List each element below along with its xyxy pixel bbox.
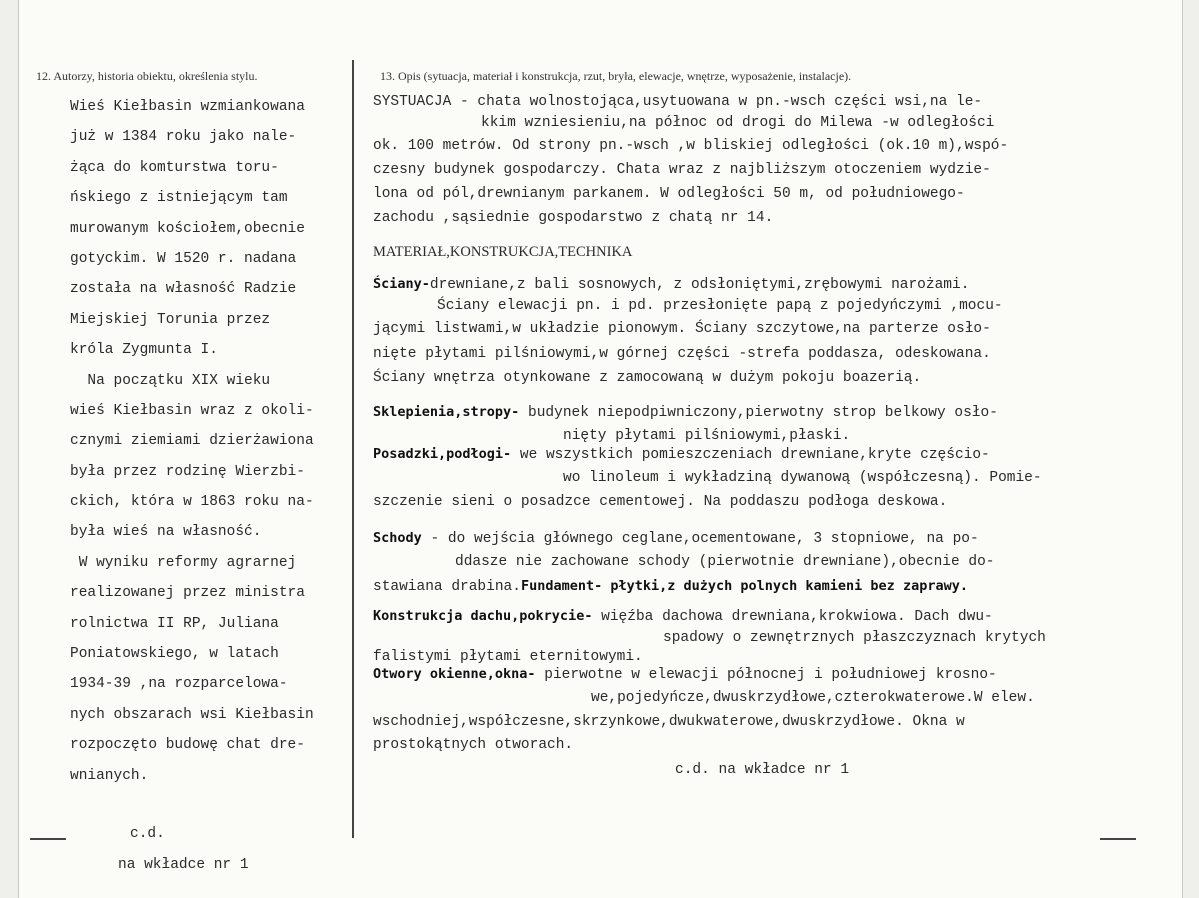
history-line: króla Zygmunta I.: [70, 342, 218, 359]
left-cd: c.d.: [130, 826, 165, 842]
roof-line-2: spadowy o zewnętrznych płaszczyznach krytych: [663, 630, 1046, 646]
left-margin-tick: [30, 838, 66, 840]
walls-line-3: jącymi listwami,w układzie pionowym. Ściany szczytowe,na parterze osło-: [373, 321, 991, 337]
situation-line-2: kkim wzniesieniu,na północ od drogi do Milewa -w odległości: [481, 115, 995, 131]
situation-heading: SYSTUACJA: [373, 94, 452, 110]
situation-line-4: czesny budynek gospodarczy. Chata wraz z najbliższym otoczeniem wydzie-: [373, 162, 991, 178]
stairs-line-1: Schody - do wejścia głównego ceglane,ocementowane, 3 stopniowe, na po-: [373, 530, 979, 547]
walls-heading: Ściany-: [373, 276, 430, 292]
situation-line-1: SYSTUACJA - chata wolnostojąca,usytuowana w pn.-wsch części wsi,na le-: [373, 94, 983, 110]
stairs-line-3: stawiana drabina.Fundament- płytki,z dużych polnych kamieni bez zaprawy.: [373, 578, 968, 595]
windows-line-2: we,pojedyńcze,dwuskrzydłowe,czterokwaterowe.W elew.: [591, 690, 1035, 706]
history-line: gotyckim. W 1520 r. nadana: [70, 250, 297, 267]
windows-line-1: Otwory okienne,okna- pierwotne w elewacji północnej i południowej krosno-: [373, 666, 997, 683]
stairs-line-2: ddasze nie zachowane schody (pierwotnie drewniane),obecnie do-: [455, 554, 995, 570]
history-line: nych obszarach wsi Kiełbasin: [70, 706, 314, 723]
history-line: realizowanej przez ministra: [70, 585, 305, 602]
right-continuation: c.d. na wkładce nr 1: [675, 762, 850, 778]
roof-line-1: Konstrukcja dachu,pokrycie- więźba dachowa drewniana,krokwiowa. Dach dwu-: [373, 608, 993, 625]
history-line: wnianych.: [70, 767, 149, 784]
floors-line-3: szczenie sieni o posadzce cementowej. Na poddaszu podłoga deskowa.: [373, 494, 948, 510]
section-12-header: 12. Autorzy, historia obiektu, określenia stylu.: [36, 69, 258, 83]
roof-line-3: falistymi płytami eternitowymi.: [373, 649, 643, 665]
history-line: cznymi ziemiami dzierżawiona: [70, 433, 314, 450]
history-line: rozpoczęto budowę chat dre-: [70, 737, 305, 754]
section-13-header: 13. Opis (sytuacja, materiał i konstrukcja, rzut, bryła, elewacje, wnętrze, wyposażenie, instalacje).: [380, 69, 852, 83]
column-divider: [352, 60, 354, 838]
history-line: ckich, która w 1863 roku na-: [70, 494, 314, 511]
foundation-text: Fundament- płytki,z dużych polnych kamieni bez zaprawy.: [520, 578, 968, 594]
windows-line-4: prostokątnych otworach.: [373, 737, 574, 753]
history-line: wieś Kiełbasin wraz z okoli-: [70, 402, 314, 419]
roof-heading: Konstrukcja dachu,pokrycie-: [373, 608, 593, 624]
history-line: została na własność Radzie: [70, 281, 297, 298]
left-continuation: na wkładce nr 1: [118, 857, 249, 873]
material-heading: MATERIAŁ,KONSTRUKCJA,TECHNIKA: [373, 244, 633, 260]
walls-line-1: Ściany-drewniane,z bali sosnowych, z odsłoniętymi,zrębowymi narożami.: [373, 276, 970, 293]
windows-heading: Otwory okienne,okna-: [373, 666, 536, 682]
history-line: Miejskiej Torunia przez: [70, 311, 271, 328]
floors-heading: Posadzki,podłogi-: [373, 446, 512, 462]
history-line: Wieś Kiełbasin wzmiankowana: [70, 99, 305, 115]
history-line: była przez rodzinę Wierzbi-: [70, 463, 305, 480]
situation-line-5: lona od pól,drewnianym parkanem. W odległości 50 m, od południowego-: [373, 186, 965, 202]
ceilings-heading: Sklepienia,stropy-: [373, 404, 520, 420]
stairs-heading: Schody: [373, 530, 422, 546]
history-line: ńskiego z istniejącym tam: [70, 190, 288, 207]
history-line: 1934-39 ,na rozparcelowa-: [70, 676, 288, 693]
right-margin-tick: [1100, 838, 1136, 840]
walls-line-4: nięte płytami pilśniowymi,w górnej części -strefa poddasza, odeskowana.: [373, 346, 991, 362]
situation-line-3: ok. 100 metrów. Od strony pn.-wsch ,w bliskiej odległości (ok.10 m),wspó-: [373, 138, 1009, 154]
history-line: rolnictwa II RP, Juliana: [70, 615, 279, 632]
history-line: żąca do komturstwa toru-: [70, 159, 279, 176]
walls-line-5: Ściany wnętrza otynkowane z zamocowaną w dużym pokoju boazerią.: [373, 370, 922, 386]
history-line: była wieś na własność.: [70, 524, 262, 541]
walls-line-2: Ściany elewacji pn. i pd. przesłonięte papą z pojedyńczymi ,mocu-: [437, 298, 1003, 314]
history-line: Na początku XIX wieku: [70, 372, 271, 389]
situation-line-6: zachodu ,sąsiednie gospodarstwo z chatą nr 14.: [373, 210, 774, 226]
windows-line-3: wschodniej,współczesne,skrzynkowe,dwukwaterowe,dwuskrzydłowe. Okna w: [373, 714, 965, 730]
history-line: już w 1384 roku jako nale-: [70, 129, 297, 146]
ceilings-line-1: Sklepienia,stropy- budynek niepodpiwniczony,pierwotny strop belkowy osło-: [373, 404, 998, 421]
history-column: [70, 92, 345, 791]
history-line: Poniatowskiego, w latach: [70, 646, 279, 663]
floors-line-2: wo linoleum i wykładziną dywanową (współczesną). Pomie-: [563, 470, 1042, 486]
floors-line-1: Posadzki,podłogi- we wszystkich pomieszczeniach drewniane,kryte częścio-: [373, 446, 990, 463]
history-line: W wyniku reformy agrarnej: [70, 554, 297, 571]
history-line: murowanym kościołem,obecnie: [70, 220, 305, 237]
ceilings-line-2: nięty płytami pilśniowymi,płaski.: [563, 428, 851, 444]
